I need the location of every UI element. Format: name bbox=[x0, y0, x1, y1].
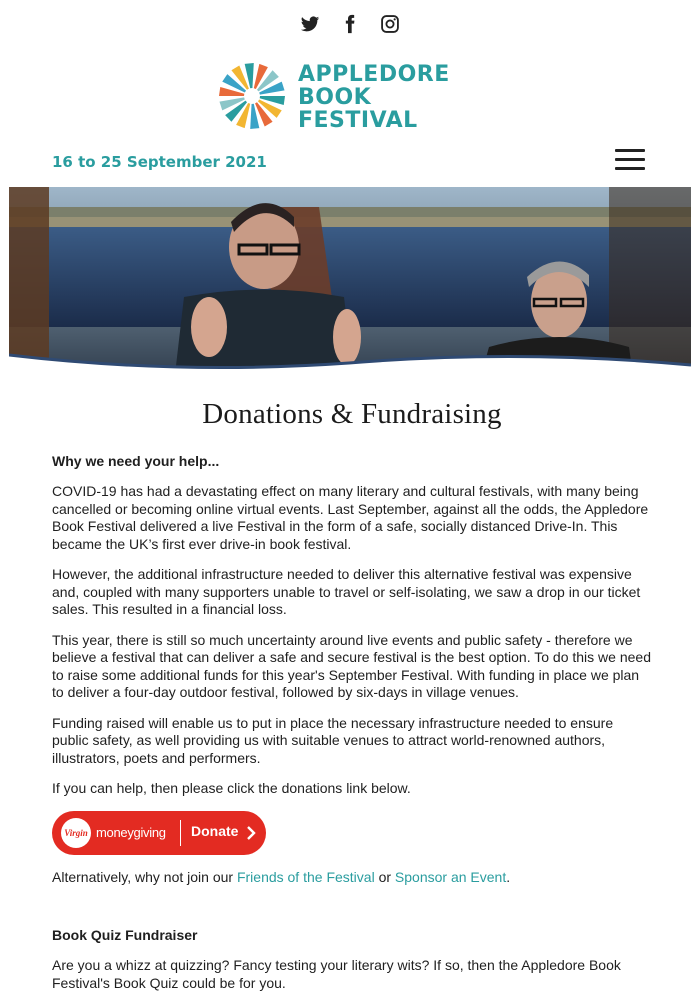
facebook-icon[interactable] bbox=[339, 14, 361, 36]
friends-of-festival-link[interactable]: Friends of the Festival bbox=[236, 868, 375, 885]
paragraph: This year, there is still so much uncertainty around live events and public safety - therefore we believe a festival that can deliver a safe and secure festival is the best option. To do this we need to raise some additional funds for this year's September Festival. With funding in place we plan to deliver a four-day outdoor festival, followed by six-days in village venues. bbox=[52, 631, 651, 700]
chevron-right-icon bbox=[244, 825, 258, 841]
moneygiving-brand: moneygiving bbox=[96, 824, 166, 840]
logo-wordmark bbox=[298, 64, 498, 133]
instagram-icon[interactable] bbox=[379, 14, 401, 36]
section-heading-why: Why we need your help... bbox=[52, 453, 220, 469]
divider bbox=[180, 820, 181, 846]
alternatives-text: Alternatively, why not join our Friends of the Festival or Sponsor an Event. bbox=[52, 868, 511, 885]
virgin-logo-icon: Virgin bbox=[61, 818, 91, 848]
logo-line-3: FESTIVAL bbox=[298, 108, 418, 133]
quiz-paragraph: Are you a whizz at quizzing? Fancy testing your literary wits? If so, then the Appledore Book Festival's Book Quiz could be for you. bbox=[52, 957, 621, 991]
sponsor-event-link[interactable]: Sponsor an Event bbox=[394, 868, 507, 885]
paragraph: COVID-19 has had a devastating effect on many literary and cultural festivals, with many being cancelled or becoming online virtual events. Last September, against all the odds, the Appledore Book Festival delivered a live Festival in the form of a safe, socially distanced Drive-In. This became the UK’s first ever drive-in book festival. bbox=[52, 483, 649, 552]
logo-line-2: BOOK bbox=[298, 85, 372, 110]
festival-dates: 16 to 25 September 2021 bbox=[52, 153, 267, 171]
hero-image bbox=[9, 187, 691, 383]
paragraph: However, the additional infrastructure needed to deliver this alternative festival was expensive and, coupled with many supporters unable to travel or self-isolating, we saw a drop in our ticket sales. This resulted in a financial loss. bbox=[52, 566, 641, 617]
paragraph: Funding raised will enable us to put in place the necessary infrastructure needed to ensure public safety, as well providing us with suitable venues to attract world-renowned authors, illustrators, poets and performers. bbox=[52, 714, 614, 766]
twitter-icon[interactable] bbox=[299, 14, 321, 36]
social-links bbox=[0, 14, 700, 36]
donate-button[interactable] bbox=[52, 811, 266, 855]
page-title: Donations & Fundraising bbox=[202, 398, 502, 430]
main-content bbox=[52, 398, 652, 1005]
logo-line-1: APPLEDORE bbox=[298, 62, 450, 87]
section-heading-quiz: Book Quiz Fundraiser bbox=[52, 927, 198, 943]
starburst-logo-icon bbox=[218, 62, 286, 130]
paragraph: If you can help, then please click the donations link below. bbox=[52, 780, 411, 796]
hamburger-menu-icon[interactable] bbox=[615, 149, 645, 175]
donate-label: Donate bbox=[191, 822, 239, 839]
